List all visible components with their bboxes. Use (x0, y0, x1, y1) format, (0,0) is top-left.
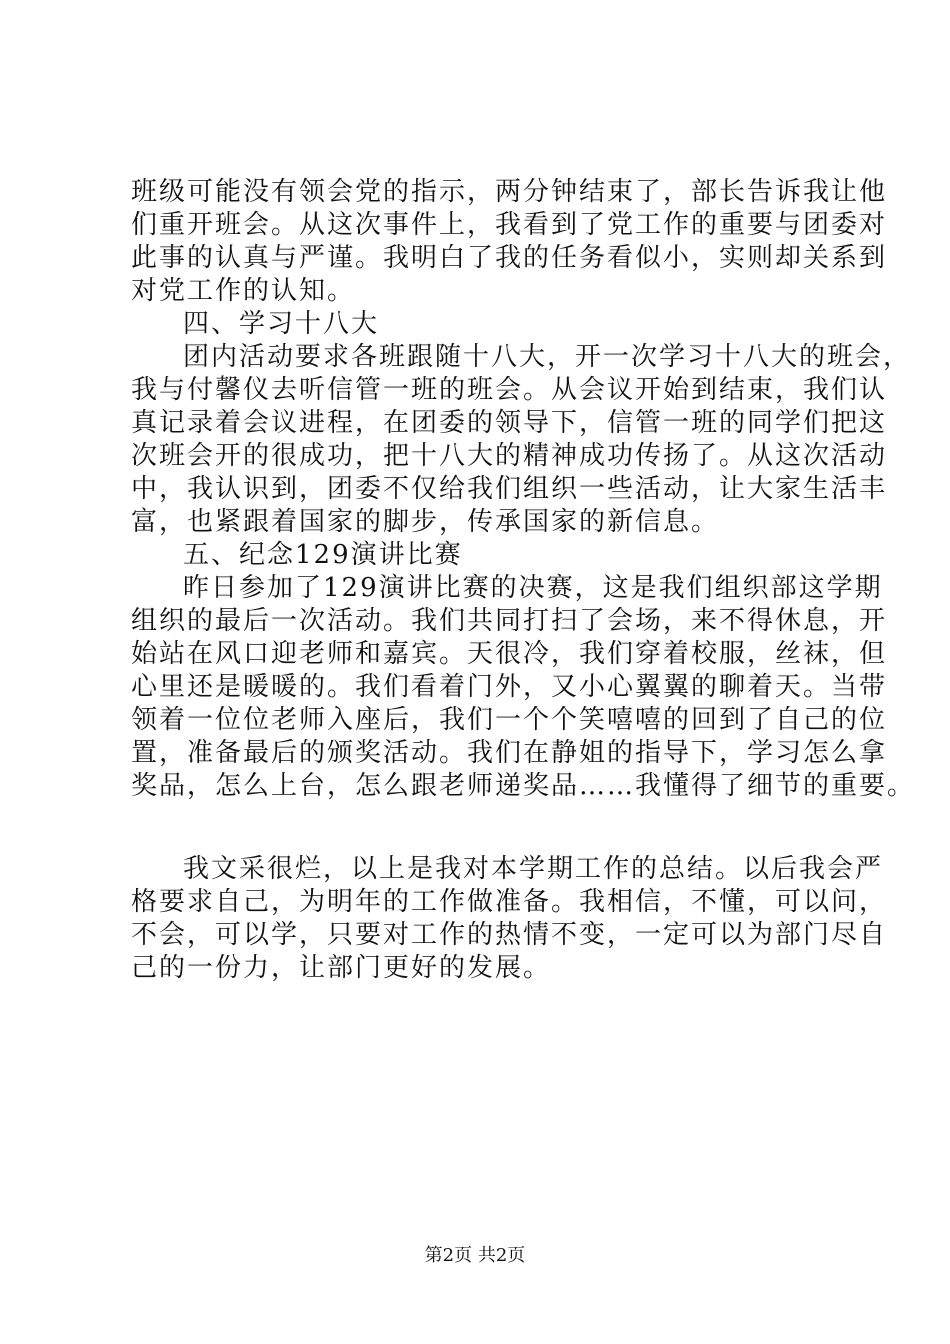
page-footer: 第2页 共2页 (424, 1245, 526, 1266)
paragraph-line: 不会，可以学，只要对工作的热情不变，一定可以为部门尽自 (131, 920, 888, 950)
paragraph-line: 心里还是暖暖的。我们看着门外，又小心翼翼的聊着天。当带 (131, 672, 888, 702)
paragraph-line: 真记录着会议进程，在团委的领导下，信管一班的同学们把这 (131, 408, 888, 438)
paragraph-line: 我文采很烂，以上是我对本学期工作的总结。以后我会严 (183, 854, 884, 884)
paragraph-line: 领着一位位老师入座后，我们一个个笑嘻嘻的回到了自己的位 (131, 705, 888, 735)
paragraph-line: 团内活动要求各班跟随十八大，开一次学习十八大的班会， (183, 342, 912, 372)
paragraph-line: 组织的最后一次活动。我们共同打扫了会场，来不得休息，开 (131, 606, 888, 636)
paragraph-line: 奖品，怎么上台，怎么跟老师递奖品……我懂得了细节的重要。 (131, 771, 916, 801)
paragraph-line: 昨日参加了129演讲比赛的决赛，这是我们组织部这学期 (183, 573, 883, 603)
paragraph-spacer (131, 803, 851, 853)
paragraph-line: 富，也紧跟着国家的脚步，传承国家的新信息。 (131, 507, 720, 537)
paragraph-line: 中，我认识到，团委不仅给我们组织一些活动，让大家生活丰 (131, 474, 888, 504)
paragraph-line: 班级可能没有领会党的指示，两分钟结束了，部长告诉我让他 (131, 177, 888, 207)
paragraph-line: 们重开班会。从这次事件上，我看到了党工作的重要与团委对 (131, 210, 888, 240)
paragraph-line: 格要求自己，为明年的工作做准备。我相信，不懂，可以问， (131, 887, 888, 917)
section-heading-five: 五、纪念129演讲比赛 (183, 540, 463, 570)
paragraph-line: 我与付馨仪去听信管一班的班会。从会议开始到结束，我们认 (131, 375, 888, 405)
paragraph-line: 此事的认真与严谨。我明白了我的任务看似小，实则却关系到 (131, 243, 888, 273)
paragraph-line: 次班会开的很成功，把十八大的精神成功传扬了。从这次活动 (131, 441, 888, 471)
paragraph-line: 对党工作的认知。 (131, 276, 356, 306)
section-heading-four: 四、学习十八大 (183, 309, 380, 339)
paragraph-line: 己的一份力，让部门更好的发展。 (131, 953, 552, 983)
document-body (131, 176, 916, 985)
paragraph-line: 置，准备最后的颁奖活动。我们在静姐的指导下，学习怎么拿 (131, 738, 888, 768)
paragraph-line: 始站在风口迎老师和嘉宾。天很冷，我们穿着校服，丝袜，但 (131, 639, 888, 669)
